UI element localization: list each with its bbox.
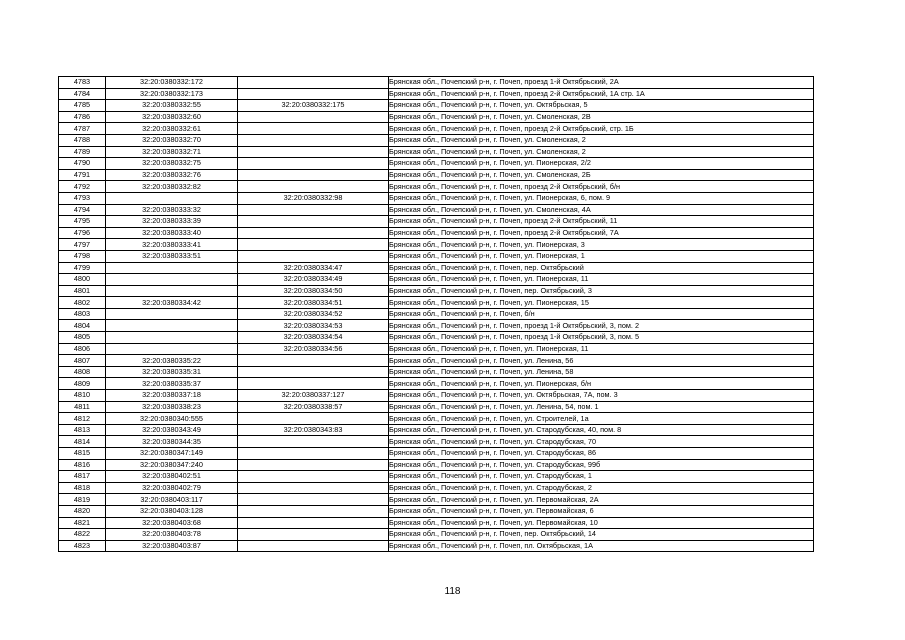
object-cadastral-number-cell <box>238 123 389 135</box>
address-cell: Брянская обл., Почепский р-н, г. Почеп, проезд 1-й Октябрьский, 3, пом. 2 <box>389 320 814 332</box>
address-cell: Брянская обл., Почепский р-н, г. Почеп, ул. Смоленская, 2 <box>389 134 814 146</box>
address-cell: Брянская обл., Почепский р-н, г. Почеп, ул. Стародубская, 2 <box>389 482 814 494</box>
object-cadastral-number-cell: 32:20:0380332:175 <box>238 100 389 112</box>
address-cell: Брянская обл., Почепский р-н, г. Почеп, ул. Ленина, 56 <box>389 355 814 367</box>
table-row <box>59 111 814 123</box>
address-cell: Брянская обл., Почепский р-н, г. Почеп, ул. Первомайская, 2А <box>389 494 814 506</box>
table-row <box>59 366 814 378</box>
row-number-cell: 4816 <box>59 459 106 471</box>
address-cell: Брянская обл., Почепский р-н, г. Почеп, ул. Пионерская, 11 <box>389 274 814 286</box>
row-number-cell: 4820 <box>59 505 106 517</box>
table-row <box>59 355 814 367</box>
land-cadastral-number-cell: 32:20:0380344:35 <box>106 436 238 448</box>
table-row <box>59 320 814 332</box>
address-cell: Брянская обл., Почепский р-н, г. Почеп, ул. Смоленская, 4А <box>389 204 814 216</box>
row-number-cell: 4783 <box>59 77 106 89</box>
address-cell: Брянская обл., Почепский р-н, г. Почеп, ул. Октябрьская, 7А, пом. 3 <box>389 390 814 402</box>
address-cell: Брянская обл., Почепский р-н, г. Почеп, проезд 2-й Октябрьский, 1А стр. 1А <box>389 88 814 100</box>
land-cadastral-number-cell: 32:20:0380402:51 <box>106 471 238 483</box>
land-cadastral-number-cell: 32:20:0380335:31 <box>106 366 238 378</box>
table-row <box>59 343 814 355</box>
row-number-cell: 4821 <box>59 517 106 529</box>
row-number-cell: 4800 <box>59 274 106 286</box>
row-number-cell: 4817 <box>59 471 106 483</box>
row-number-cell: 4799 <box>59 262 106 274</box>
table-row <box>59 390 814 402</box>
address-cell: Брянская обл., Почепский р-н, г. Почеп, проезд 2-й Октябрьский, стр. 1Б <box>389 123 814 135</box>
table-row <box>59 308 814 320</box>
table-row <box>59 332 814 344</box>
land-cadastral-number-cell: 32:20:0380403:68 <box>106 517 238 529</box>
land-cadastral-number-cell: 32:20:0380340:555 <box>106 413 238 425</box>
address-cell: Брянская обл., Почепский р-н, г. Почеп, пер. Октябрьский, 3 <box>389 285 814 297</box>
row-number-cell: 4788 <box>59 134 106 146</box>
land-cadastral-number-cell <box>106 320 238 332</box>
address-cell: Брянская обл., Почепский р-н, г. Почеп, ул. Пионерская, 3 <box>389 239 814 251</box>
land-cadastral-number-cell: 32:20:0380332:61 <box>106 123 238 135</box>
object-cadastral-number-cell: 32:20:0380334:47 <box>238 262 389 274</box>
row-number-cell: 4790 <box>59 158 106 170</box>
object-cadastral-number-cell: 32:20:0380337:127 <box>238 390 389 402</box>
object-cadastral-number-cell <box>238 471 389 483</box>
address-cell: Брянская обл., Почепский р-н, г. Почеп, проезд 2-й Октябрьский, 11 <box>389 216 814 228</box>
row-number-cell: 4807 <box>59 355 106 367</box>
address-cell: Брянская обл., Почепский р-н, г. Почеп, ул. Смоленская, 2Б <box>389 169 814 181</box>
land-cadastral-number-cell: 32:20:0380334:42 <box>106 297 238 309</box>
row-number-cell: 4802 <box>59 297 106 309</box>
object-cadastral-number-cell <box>238 204 389 216</box>
table-row <box>59 204 814 216</box>
object-cadastral-number-cell <box>238 169 389 181</box>
row-number-cell: 4786 <box>59 111 106 123</box>
row-number-cell: 4813 <box>59 424 106 436</box>
address-cell: Брянская обл., Почепский р-н, г. Почеп, ул. Стародубская, 1 <box>389 471 814 483</box>
address-cell: Брянская обл., Почепский р-н, г. Почеп, ул. Пионерская, 6, пом. 9 <box>389 192 814 204</box>
row-number-cell: 4784 <box>59 88 106 100</box>
land-cadastral-number-cell: 32:20:0380332:172 <box>106 77 238 89</box>
address-cell: Брянская обл., Почепский р-н, г. Почеп, б/н <box>389 308 814 320</box>
object-cadastral-number-cell <box>238 540 389 552</box>
land-cadastral-number-cell <box>106 192 238 204</box>
row-number-cell: 4795 <box>59 216 106 228</box>
table-row <box>59 100 814 112</box>
table-row <box>59 401 814 413</box>
row-number-cell: 4812 <box>59 413 106 425</box>
object-cadastral-number-cell <box>238 436 389 448</box>
object-cadastral-number-cell <box>238 482 389 494</box>
address-cell: Брянская обл., Почепский р-н, г. Почеп, ул. Ленина, 58 <box>389 366 814 378</box>
land-cadastral-number-cell: 32:20:0380332:76 <box>106 169 238 181</box>
address-cell: Брянская обл., Почепский р-н, г. Почеп, ул. Стародубская, 99б <box>389 459 814 471</box>
address-cell: Брянская обл., Почепский р-н, г. Почеп, ул. Первомайская, 10 <box>389 517 814 529</box>
object-cadastral-number-cell <box>238 529 389 541</box>
table-row <box>59 505 814 517</box>
object-cadastral-number-cell <box>238 250 389 262</box>
row-number-cell: 4791 <box>59 169 106 181</box>
land-cadastral-number-cell <box>106 262 238 274</box>
object-cadastral-number-cell <box>238 227 389 239</box>
table-row <box>59 169 814 181</box>
address-cell: Брянская обл., Почепский р-н, г. Почеп, ул. Смоленская, 2В <box>389 111 814 123</box>
address-cell: Брянская обл., Почепский р-н, г. Почеп, ул. Стародубская, 70 <box>389 436 814 448</box>
row-number-cell: 4810 <box>59 390 106 402</box>
table-row <box>59 540 814 552</box>
row-number-cell: 4814 <box>59 436 106 448</box>
row-number-cell: 4809 <box>59 378 106 390</box>
row-number-cell: 4804 <box>59 320 106 332</box>
table-row <box>59 274 814 286</box>
row-number-cell: 4793 <box>59 192 106 204</box>
object-cadastral-number-cell: 32:20:0380332:98 <box>238 192 389 204</box>
object-cadastral-number-cell: 32:20:0380334:52 <box>238 308 389 320</box>
address-cell: Брянская обл., Почепский р-н, г. Почеп, ул. Пионерская, 11 <box>389 343 814 355</box>
table-row <box>59 216 814 228</box>
land-cadastral-number-cell: 32:20:0380332:82 <box>106 181 238 193</box>
land-cadastral-number-cell: 32:20:0380332:75 <box>106 158 238 170</box>
address-cell: Брянская обл., Почепский р-н, г. Почеп, ул. Пионерская, 1 <box>389 250 814 262</box>
land-cadastral-number-cell: 32:20:0380347:240 <box>106 459 238 471</box>
address-cell: Брянская обл., Почепский р-н, г. Почеп, ул. Пионерская, б/н <box>389 378 814 390</box>
table-row <box>59 471 814 483</box>
object-cadastral-number-cell: 32:20:0380334:50 <box>238 285 389 297</box>
property-register-table <box>58 76 814 552</box>
table-row <box>59 448 814 460</box>
address-cell: Брянская обл., Почепский р-н, г. Почеп, проезд 1-й Октябрьский, 2А <box>389 77 814 89</box>
object-cadastral-number-cell <box>238 146 389 158</box>
land-cadastral-number-cell: 32:20:0380332:60 <box>106 111 238 123</box>
row-number-cell: 4785 <box>59 100 106 112</box>
row-number-cell: 4797 <box>59 239 106 251</box>
table-row <box>59 262 814 274</box>
object-cadastral-number-cell <box>238 239 389 251</box>
land-cadastral-number-cell: 32:20:0380403:128 <box>106 505 238 517</box>
land-cadastral-number-cell: 32:20:0380333:41 <box>106 239 238 251</box>
object-cadastral-number-cell: 32:20:0380334:49 <box>238 274 389 286</box>
register-table-body <box>59 77 814 552</box>
land-cadastral-number-cell: 32:20:0380335:37 <box>106 378 238 390</box>
object-cadastral-number-cell <box>238 413 389 425</box>
table-row <box>59 413 814 425</box>
table-row <box>59 227 814 239</box>
land-cadastral-number-cell <box>106 343 238 355</box>
table-row <box>59 378 814 390</box>
row-number-cell: 4806 <box>59 343 106 355</box>
row-number-cell: 4808 <box>59 366 106 378</box>
table-row <box>59 134 814 146</box>
object-cadastral-number-cell: 32:20:0380334:54 <box>238 332 389 344</box>
address-cell: Брянская обл., Почепский р-н, г. Почеп, ул. Строителей, 1а <box>389 413 814 425</box>
table-row <box>59 482 814 494</box>
table-row <box>59 424 814 436</box>
land-cadastral-number-cell: 32:20:0380332:173 <box>106 88 238 100</box>
object-cadastral-number-cell <box>238 181 389 193</box>
row-number-cell: 4792 <box>59 181 106 193</box>
table-row <box>59 459 814 471</box>
address-cell: Брянская обл., Почепский р-н, г. Почеп, ул. Октябрьская, 5 <box>389 100 814 112</box>
table-row <box>59 88 814 100</box>
row-number-cell: 4815 <box>59 448 106 460</box>
table-row <box>59 146 814 158</box>
land-cadastral-number-cell: 32:20:0380338:23 <box>106 401 238 413</box>
land-cadastral-number-cell <box>106 308 238 320</box>
row-number-cell: 4811 <box>59 401 106 413</box>
address-cell: Брянская обл., Почепский р-н, г. Почеп, ул. Пионерская, 15 <box>389 297 814 309</box>
land-cadastral-number-cell: 32:20:0380333:39 <box>106 216 238 228</box>
row-number-cell: 4796 <box>59 227 106 239</box>
land-cadastral-number-cell: 32:20:0380343:49 <box>106 424 238 436</box>
land-cadastral-number-cell: 32:20:0380403:78 <box>106 529 238 541</box>
address-cell: Брянская обл., Почепский р-н, г. Почеп, ул. Смоленская, 2 <box>389 146 814 158</box>
table-row <box>59 239 814 251</box>
object-cadastral-number-cell <box>238 88 389 100</box>
table-row <box>59 517 814 529</box>
object-cadastral-number-cell <box>238 517 389 529</box>
address-cell: Брянская обл., Почепский р-н, г. Почеп, проезд 2-й Октябрьский, 7А <box>389 227 814 239</box>
object-cadastral-number-cell <box>238 505 389 517</box>
object-cadastral-number-cell: 32:20:0380334:51 <box>238 297 389 309</box>
address-cell: Брянская обл., Почепский р-н, г. Почеп, пл. Октябрьская, 1А <box>389 540 814 552</box>
address-cell: Брянская обл., Почепский р-н, г. Почеп, ул. Ленина, 54, пом. 1 <box>389 401 814 413</box>
land-cadastral-number-cell: 32:20:0380337:18 <box>106 390 238 402</box>
land-cadastral-number-cell: 32:20:0380333:51 <box>106 250 238 262</box>
object-cadastral-number-cell: 32:20:0380338:57 <box>238 401 389 413</box>
object-cadastral-number-cell: 32:20:0380334:56 <box>238 343 389 355</box>
object-cadastral-number-cell <box>238 448 389 460</box>
object-cadastral-number-cell <box>238 494 389 506</box>
land-cadastral-number-cell <box>106 332 238 344</box>
row-number-cell: 4822 <box>59 529 106 541</box>
object-cadastral-number-cell <box>238 216 389 228</box>
address-cell: Брянская обл., Почепский р-н, г. Почеп, ул. Первомайская, 6 <box>389 505 814 517</box>
land-cadastral-number-cell: 32:20:0380332:55 <box>106 100 238 112</box>
object-cadastral-number-cell: 32:20:0380343:83 <box>238 424 389 436</box>
table-row <box>59 529 814 541</box>
page-number: 118 <box>444 586 461 597</box>
address-cell: Брянская обл., Почепский р-н, г. Почеп, пер. Октябрьский <box>389 262 814 274</box>
table-row <box>59 285 814 297</box>
land-cadastral-number-cell: 32:20:0380403:87 <box>106 540 238 552</box>
table-row <box>59 158 814 170</box>
address-cell: Брянская обл., Почепский р-н, г. Почеп, проезд 2-й Октябрьский, б/н <box>389 181 814 193</box>
row-number-cell: 4787 <box>59 123 106 135</box>
land-cadastral-number-cell: 32:20:0380332:71 <box>106 146 238 158</box>
row-number-cell: 4794 <box>59 204 106 216</box>
object-cadastral-number-cell <box>238 134 389 146</box>
table-row <box>59 181 814 193</box>
address-cell: Брянская обл., Почепский р-н, г. Почеп, проезд 1-й Октябрьский, 3, пом. 5 <box>389 332 814 344</box>
land-cadastral-number-cell <box>106 285 238 297</box>
land-cadastral-number-cell: 32:20:0380347:149 <box>106 448 238 460</box>
object-cadastral-number-cell <box>238 77 389 89</box>
object-cadastral-number-cell <box>238 366 389 378</box>
object-cadastral-number-cell <box>238 355 389 367</box>
row-number-cell: 4789 <box>59 146 106 158</box>
address-cell: Брянская обл., Почепский р-н, г. Почеп, ул. Стародубская, 86 <box>389 448 814 460</box>
land-cadastral-number-cell: 32:20:0380403:117 <box>106 494 238 506</box>
object-cadastral-number-cell <box>238 378 389 390</box>
table-row <box>59 436 814 448</box>
table-row <box>59 77 814 89</box>
table-row <box>59 494 814 506</box>
row-number-cell: 4818 <box>59 482 106 494</box>
address-cell: Брянская обл., Почепский р-н, г. Почеп, ул. Пионерская, 2/2 <box>389 158 814 170</box>
table-row <box>59 250 814 262</box>
address-cell: Брянская обл., Почепский р-н, г. Почеп, пер. Октябрьский, 14 <box>389 529 814 541</box>
land-cadastral-number-cell: 32:20:0380332:70 <box>106 134 238 146</box>
land-cadastral-number-cell: 32:20:0380335:22 <box>106 355 238 367</box>
row-number-cell: 4819 <box>59 494 106 506</box>
table-row <box>59 123 814 135</box>
object-cadastral-number-cell <box>238 111 389 123</box>
address-cell: Брянская обл., Почепский р-н, г. Почеп, ул. Стародубская, 40, пом. 8 <box>389 424 814 436</box>
row-number-cell: 4801 <box>59 285 106 297</box>
land-cadastral-number-cell: 32:20:0380333:40 <box>106 227 238 239</box>
row-number-cell: 4823 <box>59 540 106 552</box>
object-cadastral-number-cell <box>238 158 389 170</box>
land-cadastral-number-cell <box>106 274 238 286</box>
object-cadastral-number-cell <box>238 459 389 471</box>
table-row <box>59 297 814 309</box>
row-number-cell: 4803 <box>59 308 106 320</box>
object-cadastral-number-cell: 32:20:0380334:53 <box>238 320 389 332</box>
table-row <box>59 192 814 204</box>
land-cadastral-number-cell: 32:20:0380333:32 <box>106 204 238 216</box>
land-cadastral-number-cell: 32:20:0380402:79 <box>106 482 238 494</box>
row-number-cell: 4798 <box>59 250 106 262</box>
row-number-cell: 4805 <box>59 332 106 344</box>
